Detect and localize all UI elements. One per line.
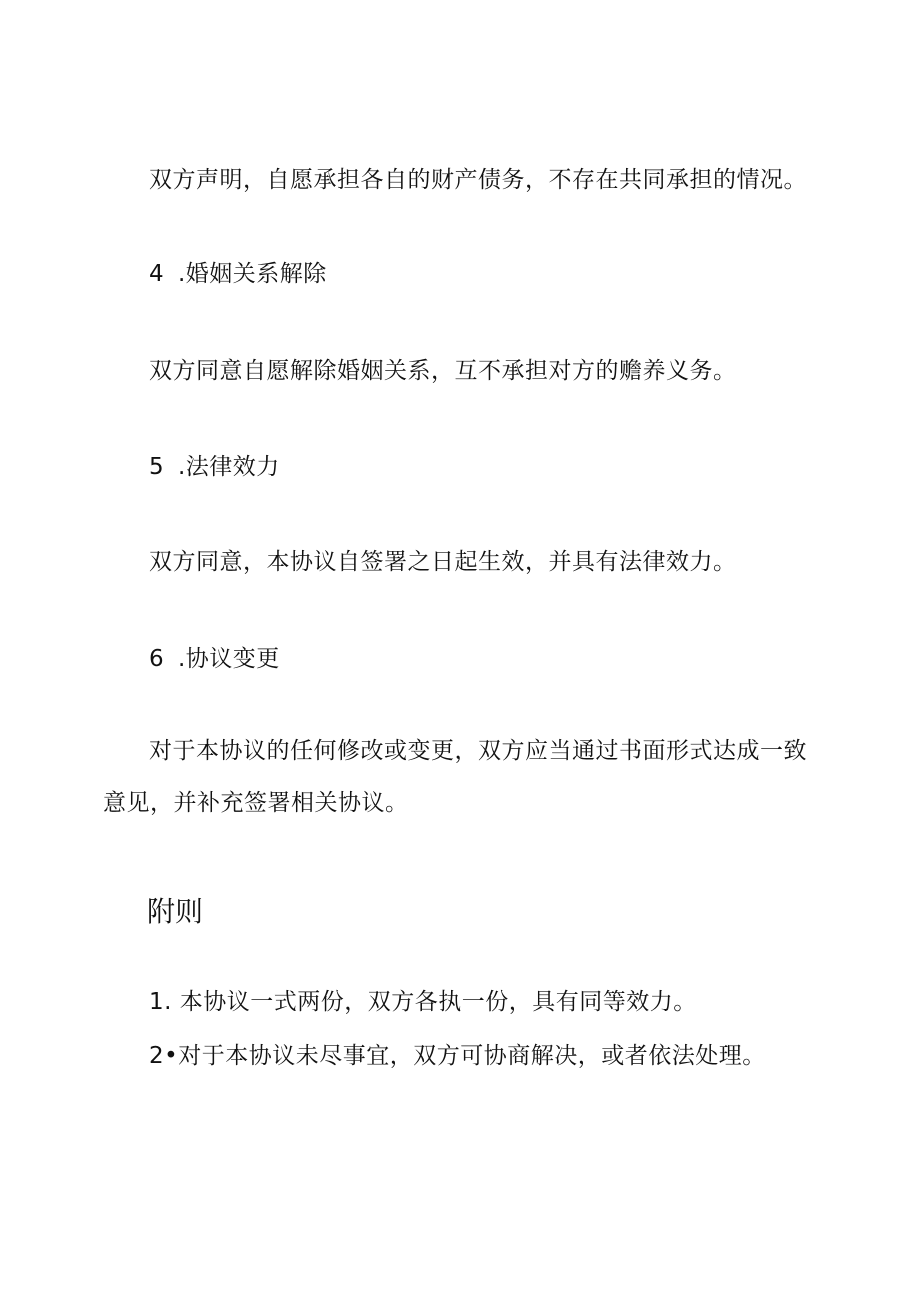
heading-4-title: .婚姻关系解除 [178,261,327,287]
paragraph-debt-statement: 双方声明，自愿承担各自的财产债务，不存在共同承担的情况。 [149,167,807,193]
appendix-item-1: 1. 本协议一式两份，双方各执一份，具有同等效力。 [149,989,697,1015]
paragraph-amendment-line-2: 意见，并补充签署相关协议。 [103,790,409,816]
heading-5 [149,453,280,481]
paragraph-amendment-line-1: 对于本协议的任何修改或变更，双方应当通过书面形式达成一致 [149,738,807,764]
heading-6-number: 6 [149,646,165,672]
paragraph-dissolution: 双方同意自愿解除婚姻关系，互不承担对方的赡养义务。 [149,358,737,384]
heading-4-number: 4 [149,261,165,287]
paragraph-legal-effect: 双方同意，本协议自签署之日起生效，并具有法律效力。 [149,549,737,575]
appendix-item-2: 2•对于本协议未尽事宜，双方可协商解决，或者依法处理。 [149,1043,766,1069]
appendix-title: 附则 [147,895,204,928]
heading-5-number: 5 [149,454,165,480]
heading-6 [149,645,280,673]
heading-4 [149,260,327,288]
heading-5-title: .法律效力 [178,454,280,480]
heading-6-title: .协议变更 [178,646,280,672]
